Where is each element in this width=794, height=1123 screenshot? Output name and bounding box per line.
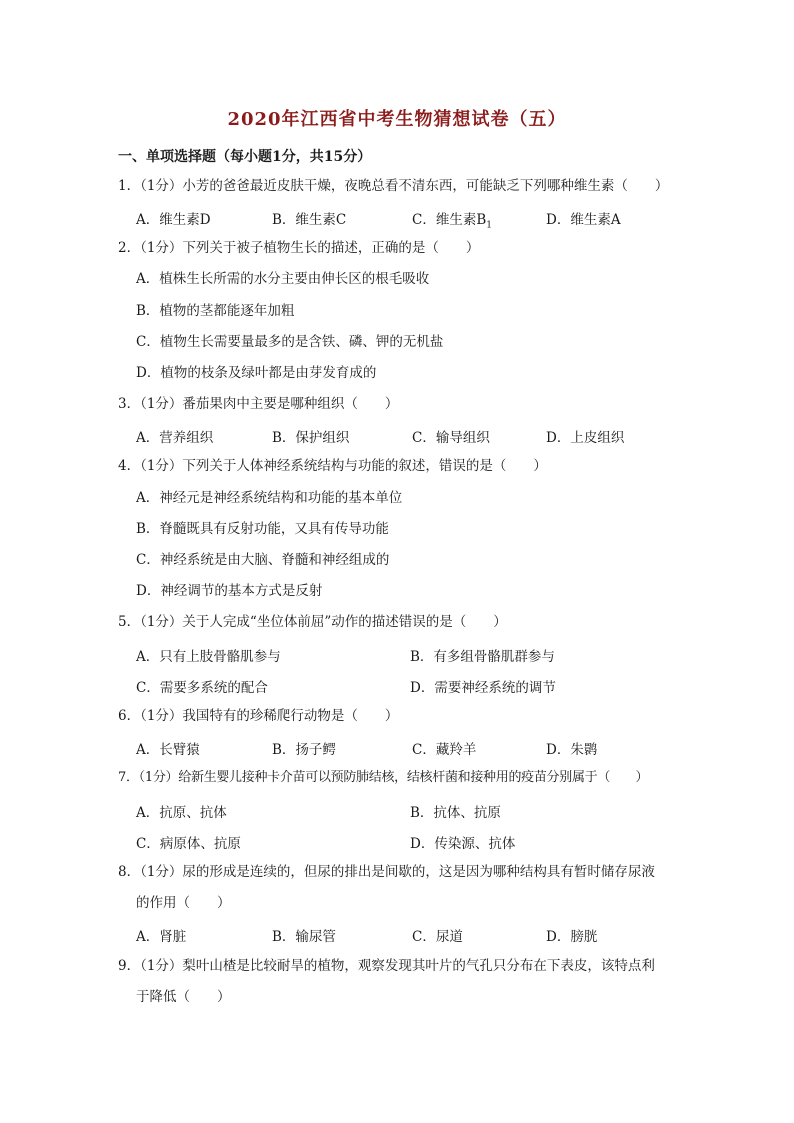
question-2-option-d: D．植物的枝条及绿叶都是由芽发育成的	[136, 365, 377, 381]
option-a: A．营养组织	[136, 430, 214, 446]
option-b: B．扬子鳄	[272, 742, 336, 758]
option-b: B．有多组骨骼肌群参与	[410, 649, 555, 665]
question-4-option-a: A．神经元是神经系统结构和功能的基本单位	[136, 490, 403, 506]
question-4-option-d: D．神经调节的基本方式是反射	[136, 583, 323, 599]
option-b: B．抗体、抗原	[410, 805, 501, 821]
question-4-stem: 4．（1分）下列关于人体神经系统结构与功能的叙述，错误的是（ ）	[118, 458, 547, 474]
question-5-options-row-1	[136, 645, 656, 663]
question-7-stem: 7．（1分）给新生婴儿接种卡介苗可以预防肺结核，结核杆菌和接种用的疫苗分别属于（ ）	[118, 770, 649, 785]
question-2-option-b: B．植物的茎都能逐年加粗	[136, 303, 295, 319]
option-b: B．保护组织	[272, 430, 350, 446]
question-5-stem: 5．（1分）关于人完成“坐位体前屈”动作的描述错误的是（ ）	[118, 614, 507, 630]
option-c: C．需要多系统的配合	[136, 680, 268, 696]
option-c: C．尿道	[412, 929, 463, 945]
question-3-stem: 3．（1分）番茄果肉中主要是哪种组织（ ）	[118, 396, 399, 412]
option-d: D．膀胱	[546, 929, 598, 945]
question-9-stem-continued: 于降低（ ）	[136, 989, 231, 1005]
option-d: D．朱鹮	[546, 742, 598, 758]
option-c-subscript: 1	[486, 220, 492, 231]
option-d: D．传染源、抗体	[410, 836, 516, 852]
question-1-options	[136, 208, 656, 231]
question-2-stem: 2．（1分）下列关于被子植物生长的描述，正确的是（ ）	[118, 240, 480, 256]
section-heading: 一、单项选择题（每小题1分，共15分）	[118, 149, 372, 165]
question-2-option-a: A．植株生长所需的水分主要由伸长区的根毛吸收	[136, 271, 430, 287]
page-title: 2020年江西省中考生物猜想试卷（五）	[227, 109, 567, 130]
question-8-stem-continued: 的作用（ ）	[136, 895, 231, 911]
option-b: B．输尿管	[272, 929, 336, 945]
option-b: B．维生素C	[272, 212, 347, 228]
question-3-options	[136, 426, 656, 444]
option-c-text: C．维生素B	[412, 212, 487, 228]
option-c: C．病原体、抗原	[136, 836, 241, 852]
option-c: C．藏羚羊	[412, 742, 477, 758]
option-d: D．维生素A	[546, 212, 621, 228]
option-a: A．抗原、抗体	[136, 805, 227, 821]
option-a: A．长臂猿	[136, 742, 200, 758]
question-6-options	[136, 738, 656, 756]
option-c	[412, 208, 492, 231]
question-4-option-c: C．神经系统是由大脑、脊髓和神经组成的	[136, 552, 390, 568]
option-c: C．输导组织	[412, 430, 490, 446]
question-8-stem: 8．（1分）尿的形成是连续的，但尿的排出是间歇的，这是因为哪种结构具有暂时储存尿液	[118, 864, 655, 880]
question-4-option-b: B．脊髓既具有反射功能，又具有传导功能	[136, 521, 389, 537]
question-7-options-row-1	[136, 801, 656, 819]
question-1-stem: 1．（1分）小芳的爸爸最近皮肤干燥，夜晚总看不清东西，可能缺乏下列哪种维生素（ ）	[118, 178, 669, 194]
question-5-options-row-2	[136, 676, 656, 694]
option-a: A．只有上肢骨骼肌参与	[136, 649, 281, 665]
question-6-stem: 6．（1分）我国特有的珍稀爬行动物是（ ）	[118, 708, 399, 724]
option-d: D．上皮组织	[546, 430, 625, 446]
question-2-option-c: C．植物生长需要量最多的是含铁、磷、钾的无机盐	[136, 334, 444, 350]
question-8-options	[136, 925, 656, 943]
question-9-stem: 9．（1分）梨叶山楂是比较耐旱的植物，观察发现其叶片的气孔只分布在下表皮，该特点利	[118, 958, 655, 974]
option-a: A．肾脏	[136, 929, 187, 945]
option-a: A．维生素D	[136, 212, 211, 228]
question-7-options-row-2	[136, 832, 656, 850]
option-d: D．需要神经系统的调节	[410, 680, 556, 696]
